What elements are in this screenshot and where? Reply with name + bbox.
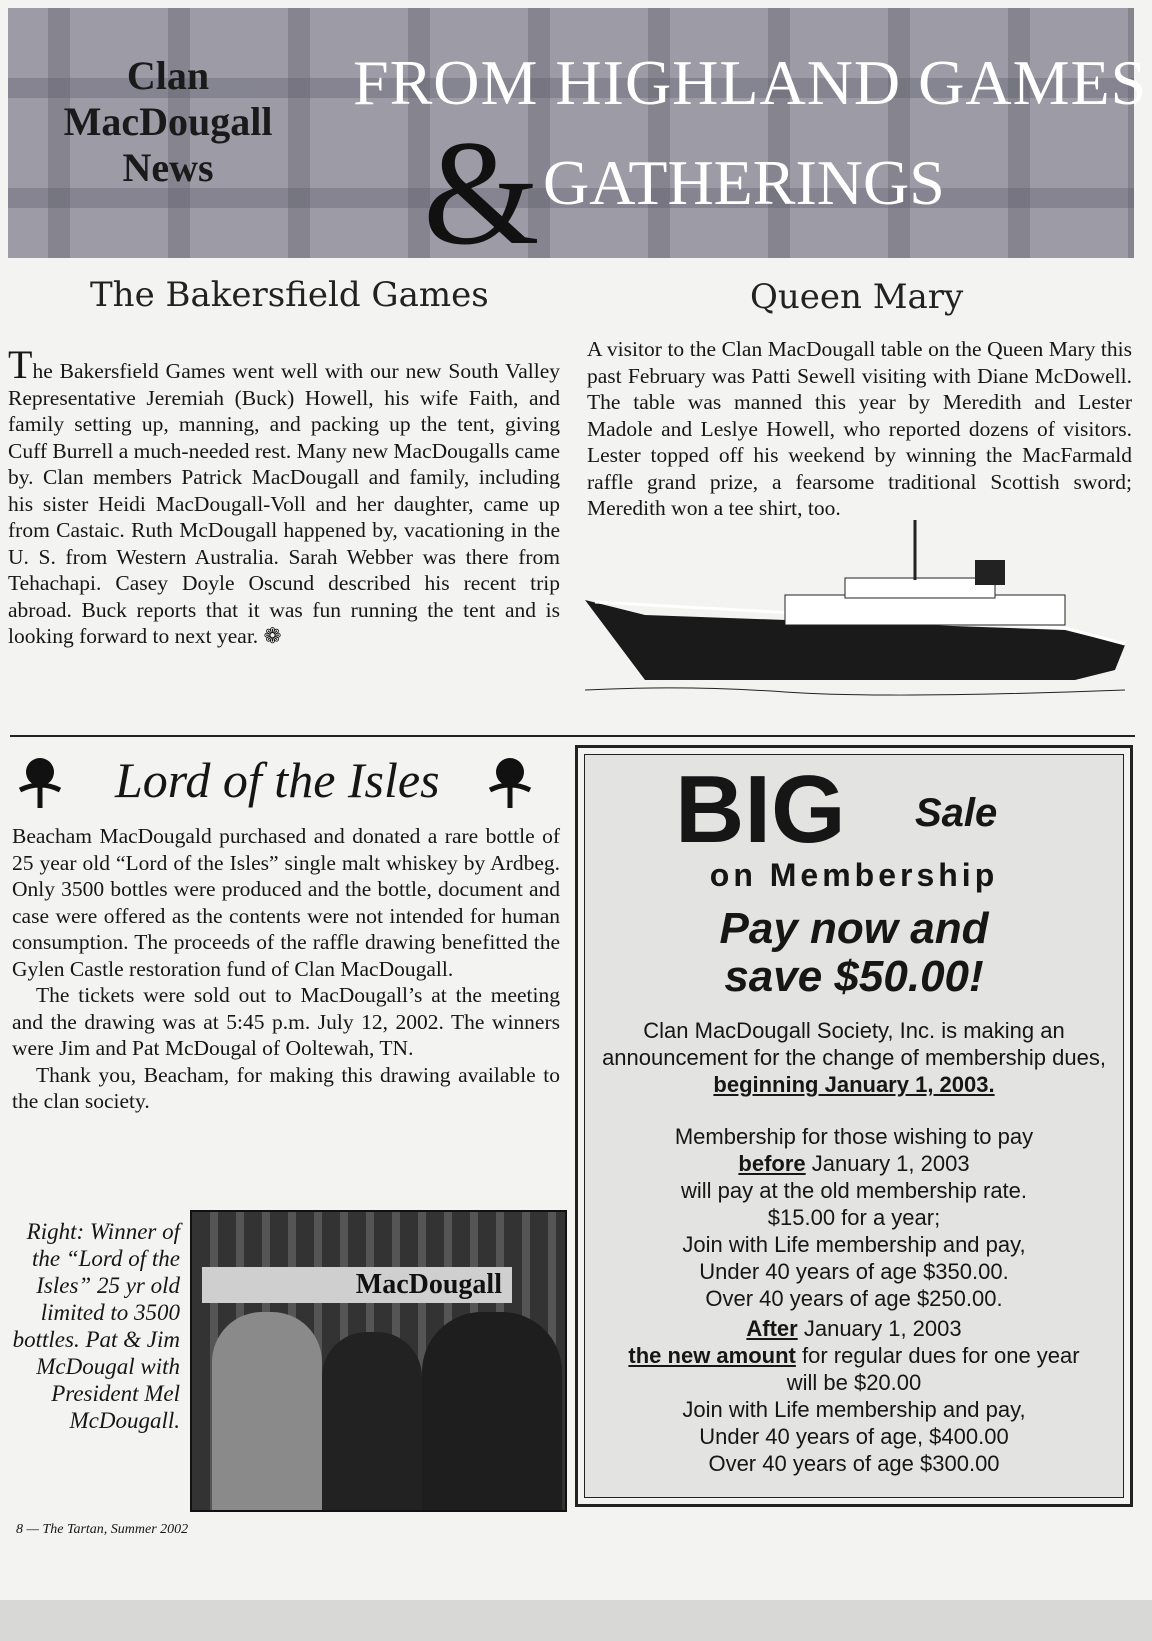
bakersfield-text: he Bakersfield Games went well with our new South Valley Representative Jeremiah (Buck) Howell, his wife Faith, and family setting up, manning, and packing up the tent, giving Cuff Burrell a much-needed rest. Many new MacDougalls came by. Clan members Patrick MacDougall and family, including his sister Heidi MacDougall-Voll and her daughter, came up from Castaic. Ruth McDougall happened by, vacationing in the U. S. from Western Australia. Sarah Webber was there from Tehachapi. Casey Doyle Oscund described his recent trip abroad. Buck reports that it was fun running the tent and is looking forward to next year. [8, 359, 560, 648]
bakersfield-heading: The Bakersfield Games [90, 275, 489, 315]
big-headline: BIG [675, 756, 846, 863]
on-membership-label: on Membership [709, 857, 999, 893]
pay-now-headline: Pay now and save $50.00! [719, 904, 989, 1001]
queen-mary-text: A visitor to the Clan MacDougall table on the Queen Mary this past February was Patti Sewell visiting with Diane McDowell. The table was manned this year by Meredith and Lester Madole and Leslye Howell, who reported dozens of visitors. Lester topped off his weekend by winning the MacFarmald raffle grand prize, a fearsome traditional Scottish sword; Meredith won a tee shirt, too. [587, 337, 1132, 520]
announcement-text [595, 1017, 1113, 1098]
person-figure [422, 1312, 562, 1512]
rate-line: Over 40 years of age $250.00. [705, 1286, 1003, 1311]
effective-date: beginning January 1, 2003. [713, 1072, 995, 1097]
paragraph: Thank you, Beacham, for making this drawing available to the clan society. [12, 1062, 560, 1113]
after-label: After [746, 1316, 798, 1341]
scan-edge [0, 1600, 1152, 1641]
person-figure [212, 1312, 322, 1512]
banner-ampersand: & [423, 110, 540, 276]
rate-line: will be $20.00 [786, 1370, 922, 1395]
paragraph: The tickets were sold out to MacDougall’s at the meeting and the drawing was at 5:45 p.m. July 12, 2002. The winners were Jim and Pat McDougal of Ooltewah, TN. [12, 983, 560, 1060]
bakersfield-article [8, 342, 560, 650]
clan-news-logo: Clan MacDougall News [63, 53, 273, 190]
queen-mary-heading: Queen Mary [750, 277, 964, 317]
before-label: before [738, 1151, 806, 1176]
masthead-banner [8, 8, 1148, 276]
thistle-end-icon: ❁ [263, 624, 282, 648]
queen-mary-article [587, 336, 1132, 522]
lord-of-the-isles-article [12, 823, 560, 1115]
ocean-liner-illustration [585, 520, 1125, 720]
paragraph: Beacham MacDougald purchased and donated a rare bottle of 25 year old “Lord of the Isles” single malt whiskey by Ardbeg. Only 3500 bottles were produced and the bottle, document and case were offered as the contents were not intended for human consumption. The proceeds of the raffle drawing benefitted the Gylen Castle restoration fund of Clan MacDougall. [12, 824, 560, 981]
intro-text: Clan MacDougall Society, Inc. is making an announcement for the change of membership dues, [602, 1018, 1106, 1070]
drop-cap: T [8, 342, 33, 387]
section-divider [10, 735, 1135, 737]
banner-title-line1: FROM HIGHLAND GAMES [353, 47, 1148, 118]
photo-banner-text: MacDougall [202, 1267, 512, 1303]
new-amount-label: the new amount [628, 1343, 796, 1368]
rate-line: will pay at the old membership rate. [680, 1178, 1028, 1203]
rate-line: Over 40 years of age $300.00 [708, 1451, 1000, 1476]
rate-line: for regular dues for one year [801, 1343, 1080, 1368]
thistle-icon [482, 750, 538, 810]
rate-line: Under 40 years of age, $400.00 [699, 1424, 1009, 1449]
lord-of-the-isles-heading: Lord of the Isles [115, 752, 440, 808]
before-rates [595, 1123, 1113, 1312]
rate-line: Join with Life membership and pay, [682, 1397, 1026, 1422]
rate-line: Join with Life membership and pay, [682, 1232, 1026, 1257]
winners-photo [190, 1210, 567, 1512]
rate-line: Membership for those wishing to pay [674, 1124, 1034, 1149]
thistle-icon [12, 750, 68, 810]
banner-title-line2: GATHERINGS [543, 147, 945, 218]
person-figure [322, 1332, 422, 1512]
sale-label: Sale [915, 791, 998, 835]
rate-line: Under 40 years of age $350.00. [699, 1259, 1009, 1284]
membership-sale-ad [575, 745, 1133, 1507]
rate-line: $15.00 for a year; [767, 1205, 941, 1230]
after-date: January 1, 2003 [803, 1316, 962, 1341]
after-rates [595, 1315, 1113, 1477]
photo-caption: Right: Winner of the “Lord of the Isles” 25 yr old limited to 3500 bottles. Pat & Jim McDougal with President Mel McDougall. [12, 1219, 180, 1433]
before-date: January 1, 2003 [811, 1151, 970, 1176]
page-footer: 8 — The Tartan, Summer 2002 [16, 1522, 189, 1537]
